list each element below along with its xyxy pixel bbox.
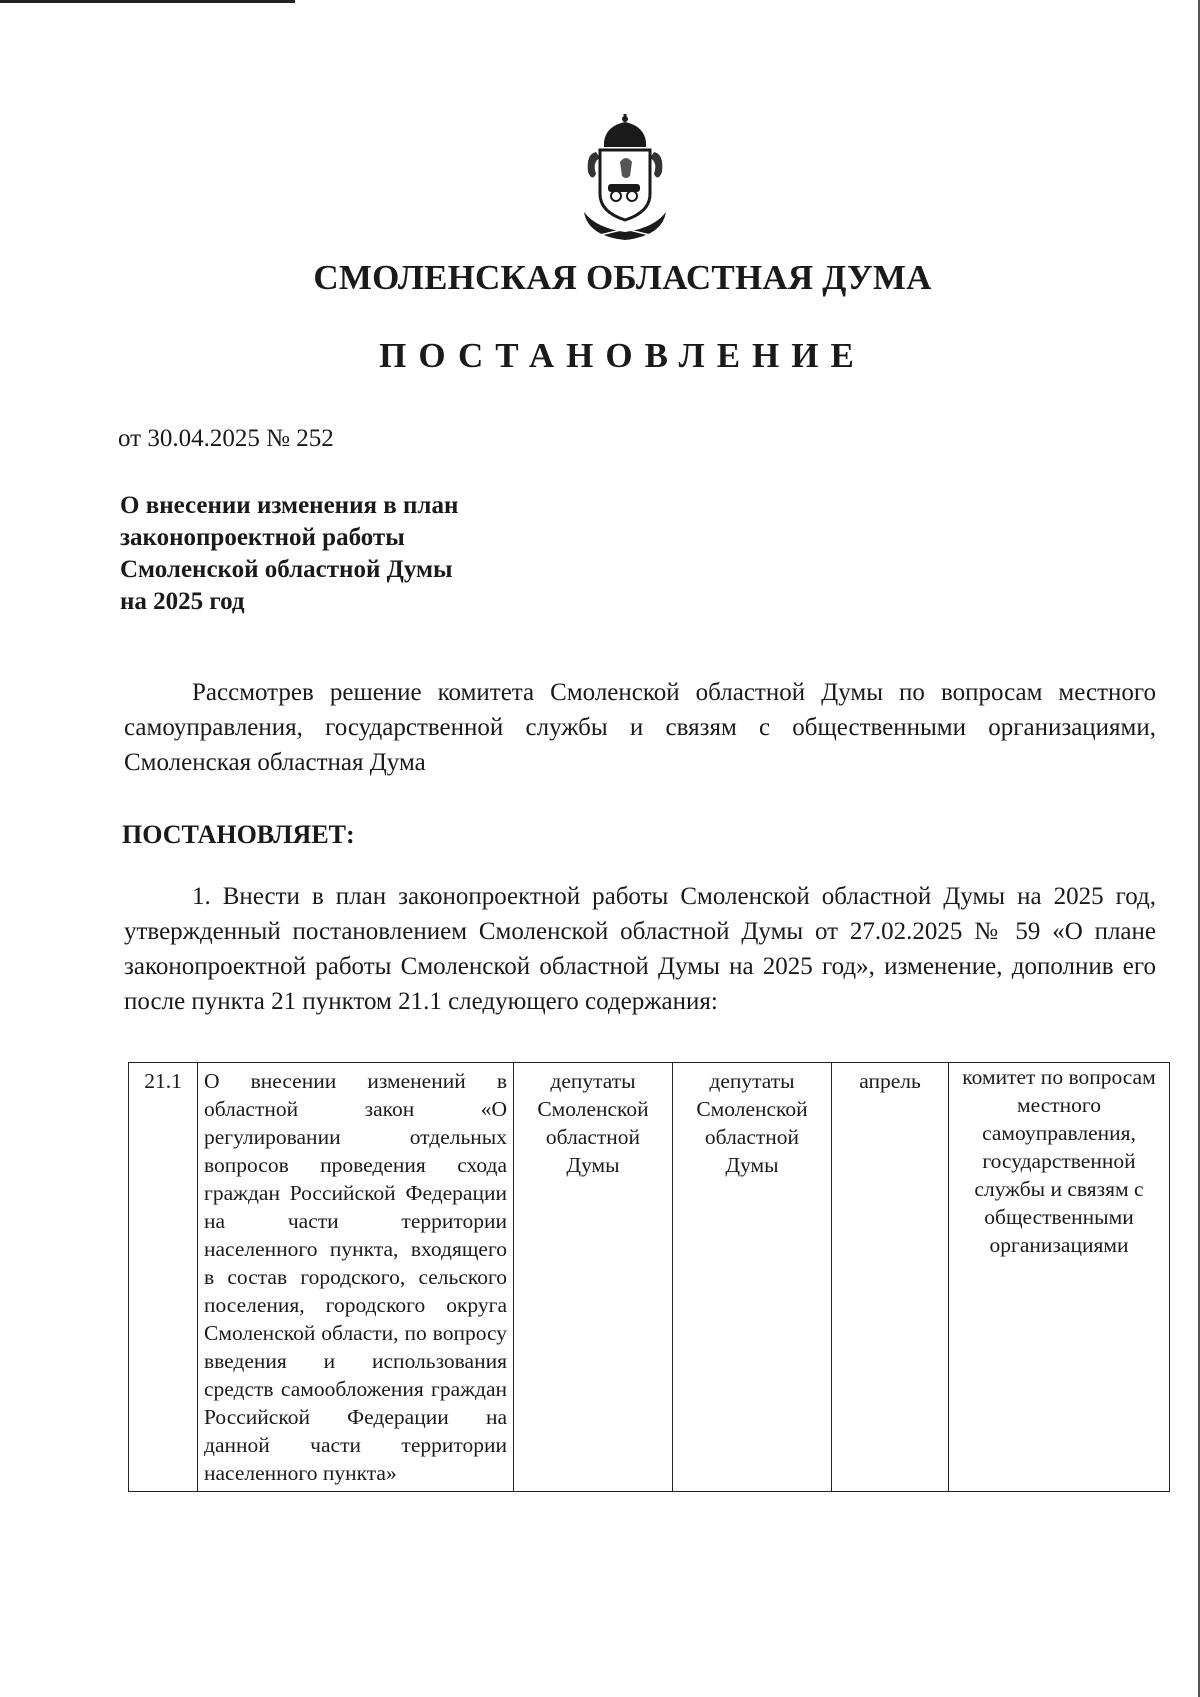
smolensk-coat-of-arms-icon (566, 112, 684, 242)
developer-cell: депутаты Смоленской областной Думы (514, 1063, 673, 1492)
term-cell: апрель (832, 1063, 949, 1492)
plan-amendment-table (128, 1062, 1170, 1492)
responsible-committee-cell: комитет по вопросам местного самоуправления, государственной службы и связям с общественными организациями (949, 1063, 1170, 1492)
resolves-heading: ПОСТАНОВЛЯЕТ: (122, 820, 355, 849)
item-title-last-line: населенного пункта» (204, 1461, 397, 1485)
item-1-paragraph: 1. Внести в план законопроектной работы Смоленской областной Думы на 2025 год, утвержденный постановлением Смоленской областной Думы от 27.02.2025 № 59 «О плане законопроектной работы Смоленской областной Думы на 2025 год», изменение, дополнив его после пункта 21 пунктом 21.1 следующего содержания: (124, 883, 1156, 1015)
item-title-text: О внесении изменений в областной закон «О регулировании отдельных вопросов проведения схода граждан Российской Федерации на части территории населенного пункта, входящего в состав городского, сельского поселения, городского округа Смоленской области, по вопросу введения и использования средств самообложения граждан Российской Федерации на данной части территории (204, 1069, 507, 1457)
subject-line: законопроектной работы (120, 524, 405, 551)
document-type-title: ПОСТАНОВЛЕНИЕ (379, 336, 866, 375)
initiator-cell: депутаты Смоленской областной Думы (673, 1063, 832, 1492)
subject-line: О внесении изменения в план (120, 492, 459, 519)
subject-line: на 2025 год (120, 588, 245, 615)
preamble-paragraph: Рассмотрев решение комитета Смоленской областной Думы по вопросам местного самоуправления, государственной службы и связям с общественными организациями, Смоленская областная Дума (124, 679, 1156, 776)
item-number-cell: 21.1 (129, 1063, 198, 1492)
document-date-number: от 30.04.2025 № 252 (118, 425, 334, 452)
subject-line: Смоленской областной Думы (120, 556, 453, 583)
table-row (129, 1063, 1170, 1492)
organization-title: СМОЛЕНСКАЯ ОБЛАСТНАЯ ДУМА (313, 258, 932, 297)
item-title-cell (198, 1063, 514, 1492)
scan-edge-mark (0, 0, 295, 3)
document-subject (120, 490, 540, 618)
